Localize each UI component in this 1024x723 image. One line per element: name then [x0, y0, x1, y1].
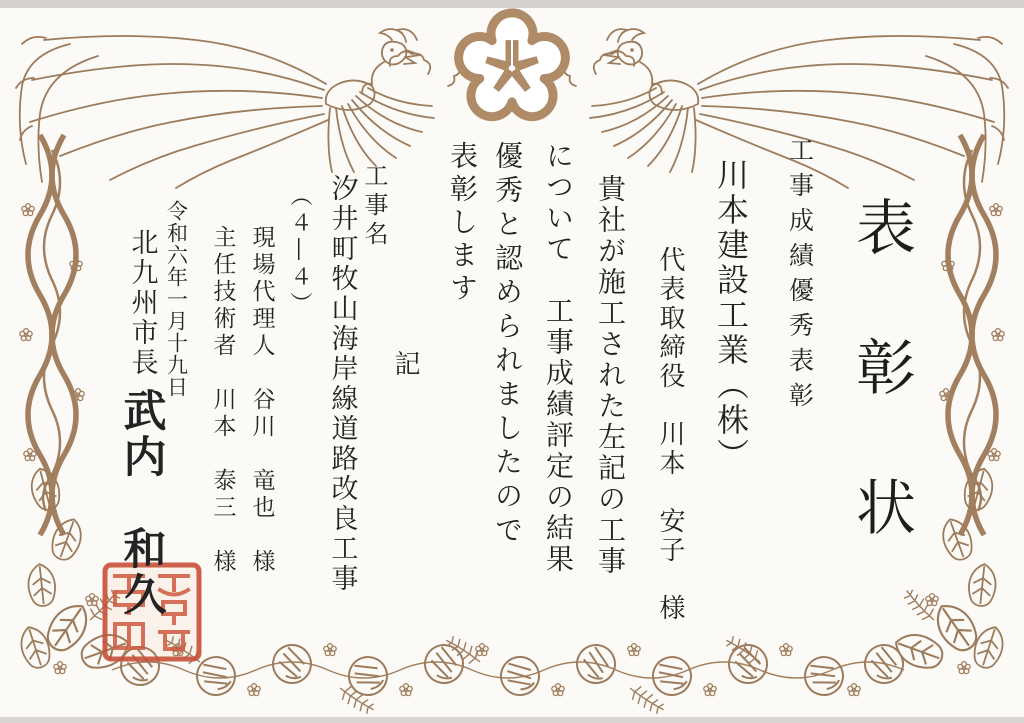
- project-name-label: 工事名: [360, 163, 388, 250]
- border-bottom-foliage: [112, 633, 908, 716]
- project-number: （４―４）: [287, 184, 312, 319]
- issuer-signature: [116, 228, 167, 618]
- issuer-title: 北九州市長: [126, 228, 158, 378]
- phoenix-left-icon: [16, 29, 459, 188]
- certificate-title: 表 彰 状: [846, 196, 916, 546]
- body-line-1: 貴社が施工された左記の工事: [594, 174, 627, 577]
- body-line-4: 表彰します: [446, 141, 479, 306]
- site-agent-line: 現場代理人 谷川 竜也 様: [248, 225, 275, 576]
- issuer-name: 武内 和久: [116, 388, 167, 618]
- recipient-company: 川本建設工業（株）: [712, 158, 750, 473]
- section-marker: 記: [390, 350, 420, 376]
- body-line-2: について 工事成績評定の結果: [542, 141, 575, 575]
- recipient-person: 代表取締役 川本 安子 様: [655, 246, 685, 623]
- project-name: 汐井町牧山海岸線道路改良工事: [326, 174, 358, 594]
- plum-blossom-emblem-icon: [459, 13, 566, 117]
- issue-date: 令和六年一月十九日: [164, 200, 189, 398]
- chief-engineer-line: 主任技術者 川本 泰三 様: [209, 225, 236, 576]
- certificate-subtitle: 工事成績優秀表彰: [785, 137, 815, 417]
- body-line-3: 優秀と認められましたので: [491, 141, 524, 549]
